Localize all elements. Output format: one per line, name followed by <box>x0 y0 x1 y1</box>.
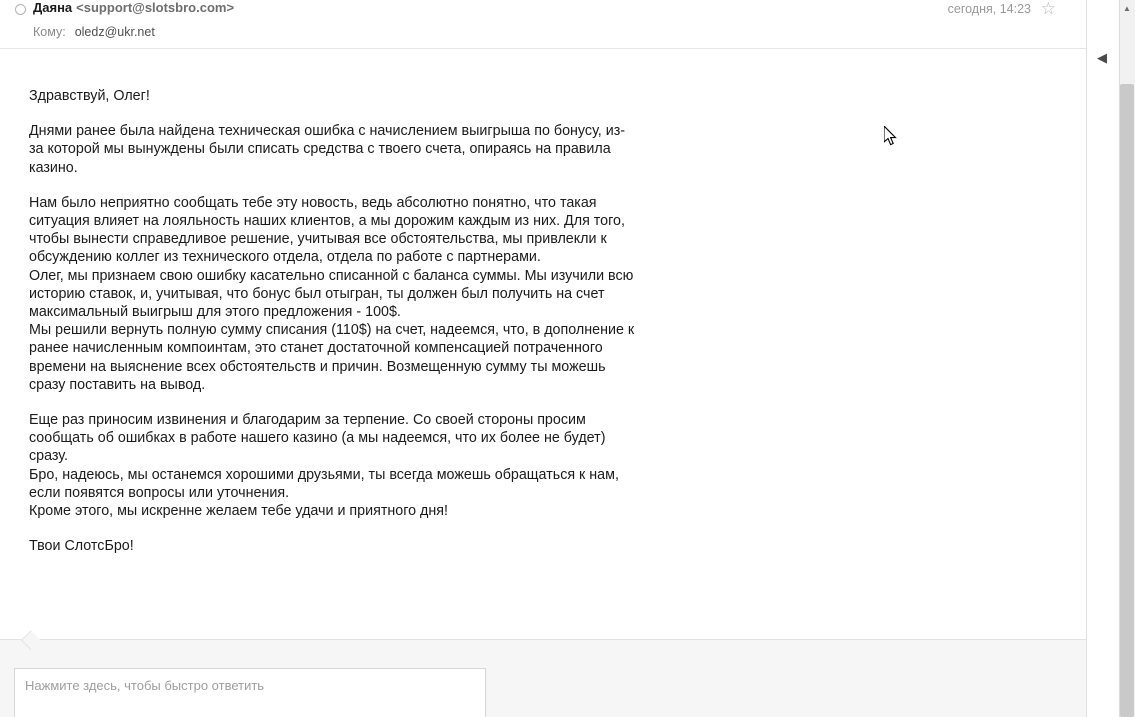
message-body <box>0 49 1086 639</box>
right-gutter <box>1086 0 1120 717</box>
vertical-scrollbar-thumb[interactable] <box>1120 84 1134 717</box>
collapse-panel-arrow-icon[interactable]: ◀ <box>1097 50 1107 65</box>
message-paragraph: Нам было неприятно сообщать тебе эту новость, ведь абсолютно понятно, что такая ситуация влияет на лояльность наших клиентов, а мы дорожим каждым из них. Для того, чтобы вынести справедливое решение, учитывая все обстоятельства, мы привлекли к обсуждению коллег из технического отдела, отдела по работе с партнерами. <box>29 194 625 266</box>
recipient-value[interactable]: oledz@ukr.net <box>74 25 155 39</box>
message-date: сегодня, 14:23 <box>947 2 1031 16</box>
message-header <box>0 0 1086 49</box>
message-paragraph: Днями ранее была найдена техническая ошибка с начислением выигрыша по бонусу, из-за которой мы вынуждены были списать средства с твоего счета, опираясь на правила казино. <box>29 123 626 176</box>
recipient-label: Кому: <box>33 25 66 39</box>
message-text <box>29 87 637 572</box>
sender-line <box>33 0 234 16</box>
quick-reply-input[interactable] <box>14 668 486 717</box>
message-paragraph: Кроме этого, мы искренне желаем тебе удачи и приятного дня! <box>29 503 449 520</box>
sender-name: Даяна <box>33 0 73 15</box>
message-signature: Твои СлотсБро! <box>29 538 134 555</box>
message-collapse-toggle[interactable] <box>15 4 26 15</box>
quick-reply-area <box>0 639 1086 717</box>
quick-reply-placeholder: Нажмите здесь, чтобы быстро ответить <box>25 678 265 693</box>
recipient-line <box>33 24 155 40</box>
scroll-up-arrow-icon[interactable]: ▲ <box>1123 4 1131 13</box>
message-paragraph: Бро, надеюсь, мы останемся хорошими друзьями, ты всегда можешь обращаться к нам, если появятся вопросы или уточнения. <box>29 466 619 501</box>
sender-email[interactable]: <support@slotsbro.com> <box>76 0 235 15</box>
message-paragraph: Еще раз приносим извинения и благодарим за терпение. Со своей стороны просим сообщать об ошибках в работе нашего казино (а мы надеемся, что их более не будет) сразу. <box>29 412 606 465</box>
star-icon[interactable]: ☆ <box>1040 0 1056 18</box>
message-paragraph: Здравствуй, Олег! <box>29 88 150 104</box>
message-paragraph: Олег, мы признаем свою ошибку касательно списанной с баланса суммы. Мы изучили всю историю ставок, и, учитывая, что бонус был отыгран, ты должен был получить на счет максимальный выигрыш для этого предложения - 100$. <box>29 267 634 321</box>
message-paragraph: Мы решили вернуть полную сумму списания (110$) на счет, надеемся, что, в дополнение к ранее начисленным компоинтам, это станет достаточной компенсацией потраченного времени на выяснение всех обстоятельств и причин. Возмещенную сумму ты можешь сразу поставить на вывод. <box>29 322 635 393</box>
